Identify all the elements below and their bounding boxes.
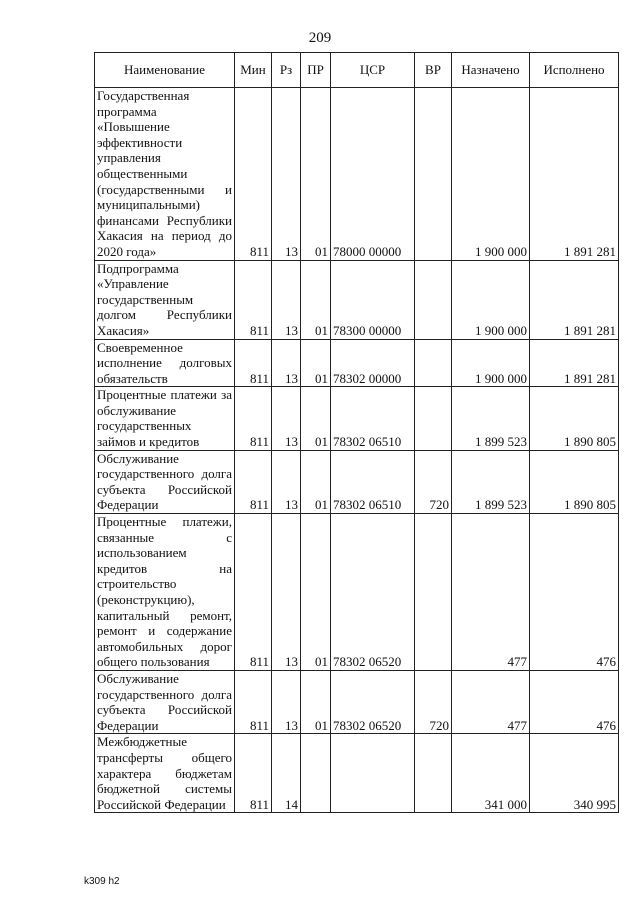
row-csr: 78302 06520 bbox=[331, 670, 415, 733]
header-name: Наименование bbox=[95, 53, 235, 88]
header-min: Мин bbox=[235, 53, 272, 88]
row-pr: 01 bbox=[301, 450, 331, 513]
row-csr: 78302 00000 bbox=[331, 339, 415, 387]
row-assigned: 341 000 bbox=[452, 734, 530, 813]
row-min: 811 bbox=[235, 734, 272, 813]
row-pr: 01 bbox=[301, 260, 331, 339]
row-name: Подпрограмма «Управление государственным долгом Республики Хакасия» bbox=[95, 260, 235, 339]
header-pr: ПР bbox=[301, 53, 331, 88]
row-vr bbox=[415, 260, 452, 339]
row-min: 811 bbox=[235, 387, 272, 450]
header-csr: ЦСР bbox=[331, 53, 415, 88]
row-assigned: 1 900 000 bbox=[452, 88, 530, 261]
budget-table bbox=[94, 52, 619, 813]
row-csr: 78302 06520 bbox=[331, 514, 415, 671]
row-vr bbox=[415, 387, 452, 450]
row-executed: 1 890 805 bbox=[530, 387, 619, 450]
row-min: 811 bbox=[235, 339, 272, 387]
row-vr bbox=[415, 339, 452, 387]
row-min: 811 bbox=[235, 260, 272, 339]
row-rz: 13 bbox=[272, 387, 301, 450]
row-assigned: 1 899 523 bbox=[452, 450, 530, 513]
row-csr: 78302 06510 bbox=[331, 450, 415, 513]
row-name: Своевременное исполнение долговых обязательств bbox=[95, 339, 235, 387]
row-pr: 01 bbox=[301, 514, 331, 671]
row-rz: 13 bbox=[272, 339, 301, 387]
row-executed: 476 bbox=[530, 514, 619, 671]
table-header-row bbox=[95, 53, 619, 88]
row-vr bbox=[415, 734, 452, 813]
table-row bbox=[95, 450, 619, 513]
table-row bbox=[95, 670, 619, 733]
row-assigned: 1 900 000 bbox=[452, 260, 530, 339]
header-assigned: Назначено bbox=[452, 53, 530, 88]
row-csr bbox=[331, 734, 415, 813]
row-rz: 13 bbox=[272, 260, 301, 339]
row-csr: 78300 00000 bbox=[331, 260, 415, 339]
document-code: k309 h2 bbox=[84, 876, 120, 887]
row-executed: 1 891 281 bbox=[530, 260, 619, 339]
row-min: 811 bbox=[235, 450, 272, 513]
row-vr bbox=[415, 88, 452, 261]
row-rz: 13 bbox=[272, 670, 301, 733]
row-assigned: 1 899 523 bbox=[452, 387, 530, 450]
row-vr: 720 bbox=[415, 670, 452, 733]
row-name: Обслуживание государственного долга субъекта Российской Федерации bbox=[95, 670, 235, 733]
header-executed: Исполнено bbox=[530, 53, 619, 88]
page-number: 209 bbox=[308, 30, 332, 46]
row-pr: 01 bbox=[301, 670, 331, 733]
row-pr bbox=[301, 734, 331, 813]
row-assigned: 477 bbox=[452, 514, 530, 671]
header-rz: Рз bbox=[272, 53, 301, 88]
row-rz: 13 bbox=[272, 450, 301, 513]
row-executed: 340 995 bbox=[530, 734, 619, 813]
row-rz: 14 bbox=[272, 734, 301, 813]
row-executed: 1 891 281 bbox=[530, 88, 619, 261]
table-row bbox=[95, 514, 619, 671]
table-row bbox=[95, 734, 619, 813]
row-min: 811 bbox=[235, 514, 272, 671]
row-pr: 01 bbox=[301, 387, 331, 450]
table-row bbox=[95, 339, 619, 387]
row-min: 811 bbox=[235, 88, 272, 261]
row-assigned: 477 bbox=[452, 670, 530, 733]
row-pr: 01 bbox=[301, 88, 331, 261]
row-vr: 720 bbox=[415, 450, 452, 513]
row-csr: 78000 00000 bbox=[331, 88, 415, 261]
row-executed: 476 bbox=[530, 670, 619, 733]
row-vr bbox=[415, 514, 452, 671]
row-assigned: 1 900 000 bbox=[452, 339, 530, 387]
table-row bbox=[95, 260, 619, 339]
row-rz: 13 bbox=[272, 514, 301, 671]
row-executed: 1 891 281 bbox=[530, 339, 619, 387]
table-row bbox=[95, 88, 619, 261]
row-name: Межбюджетные трансферты общего характера бюджетам бюджетной системы Российской Федерации bbox=[95, 734, 235, 813]
row-executed: 1 890 805 bbox=[530, 450, 619, 513]
row-pr: 01 bbox=[301, 339, 331, 387]
row-rz: 13 bbox=[272, 88, 301, 261]
table-row bbox=[95, 387, 619, 450]
row-name: Процентные платежи за обслуживание государственных займов и кредитов bbox=[95, 387, 235, 450]
row-name: Обслуживание государственного долга субъекта Российской Федерации bbox=[95, 450, 235, 513]
row-name: Государственная программа «Повышение эффективности управления общественными (государственными и муниципальными) финансами Республики Хакасия на период до 2020 года» bbox=[95, 88, 235, 261]
row-name: Процентные платежи, связанные с использованием кредитов на строительство (реконструкцию), капитальный ремонт, ремонт и содержание автомобильных дорог общего пользования bbox=[95, 514, 235, 671]
row-min: 811 bbox=[235, 670, 272, 733]
header-vr: ВР bbox=[415, 53, 452, 88]
row-csr: 78302 06510 bbox=[331, 387, 415, 450]
